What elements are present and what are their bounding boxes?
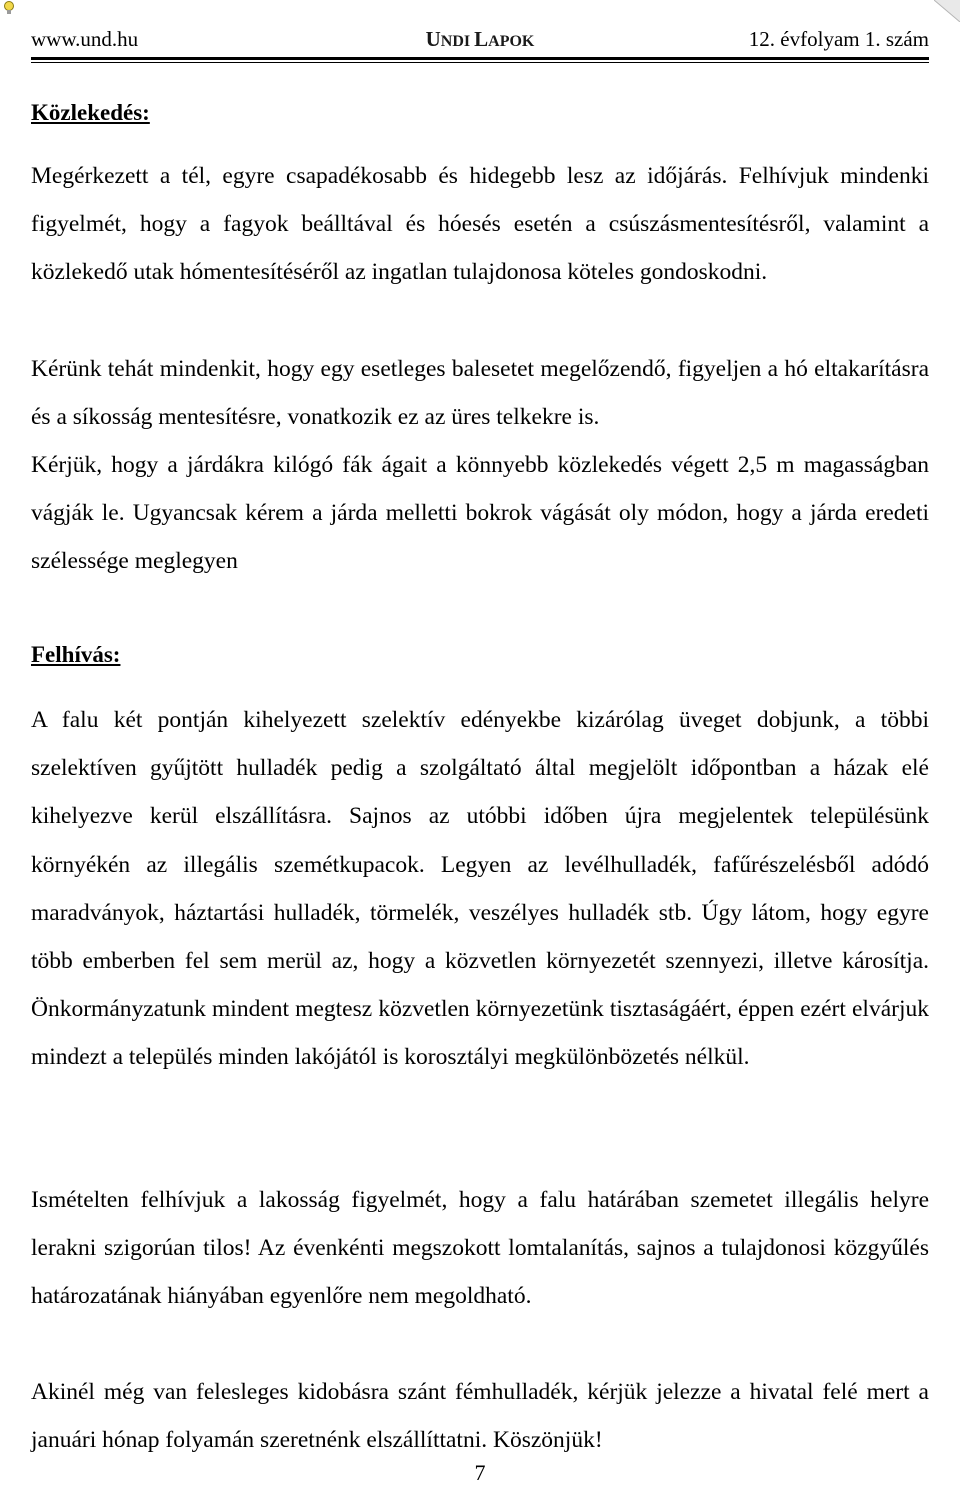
header-rule-thin xyxy=(31,62,929,63)
paragraph-felhivas-3: Akinél még van felesleges kidobásra szánt fémhulladék, kérjük jelezze a hivatal felé mert a januári hónap folyamán szeretnénk elszállíttatni. Köszönjük! xyxy=(31,1379,929,1454)
page-curl-icon xyxy=(934,0,960,22)
heading-kozlekedes: Közlekedés: xyxy=(31,100,150,125)
paragraph-felhivas-1: A falu két pontján kihelyezett szelektív edényekbe kizárólag üveget dobjunk, a többi szelektíven gyűjtött hulladék pedig a szolgáltató által megjelölt időpontban a házak elé kihelyezve kerül elszállításra. Sajnos az utóbbi időben újra megjelentek településünk környékén az illegális szemétkupacok. Legyen az levélhulladék, fafűrészelésből adódó maradványok, háztartási hulladék, törmelék, veszélyes hulladék stb. Úgy látom, hogy egyre több emberben fel sem merül az, hogy a közvetlen környezetét szennyezi, illetve károsítja. Önkormányzatunk mindent megtesz közvetlen környezetünk tisztaságáért, éppen ezért elvárjuk mindezt a település minden lakójától is korosztályi megkülönbözetés nélkül. xyxy=(31,707,929,1071)
page-header xyxy=(31,24,929,54)
header-title: UNDI LAPOK xyxy=(425,27,535,51)
header-site: www.und.hu xyxy=(31,27,139,51)
page-number: 7 xyxy=(474,1460,486,1485)
bulb-icon xyxy=(2,0,16,16)
header-issue: 12. évfolyam 1. szám xyxy=(748,27,929,51)
paragraph-felhivas-2: Ismételten felhívjuk a lakosság figyelmét, hogy a falu határában szemetet illegális helyre lerakni szigorúan tilos! Az évenkénti megszokott lomtalanítás, sajnos a tulajdonosi közgyűlés határozatának hiányában egyenlőre nem megoldható. xyxy=(31,1187,929,1310)
header-rule-thick xyxy=(31,57,929,60)
paragraph-kozlekedes-2: Kérünk tehát mindenkit, hogy egy esetleges balesetet megelőzendő, figyeljen a hó eltakarításra és a síkosság mentesítésre, vonatkozik ez az üres telkekre is. xyxy=(31,356,929,431)
paragraph-kozlekedes-3: Kérjük, hogy a járdákra kilógó fák ágait a könnyebb közlekedés végett 2,5 m magasságban vágják le. Ugyancsak kérem a járda melletti bokrok vágását oly módon, hogy a járda eredeti szélessége meglegyen xyxy=(31,452,929,575)
paragraph-kozlekedes-1: Megérkezett a tél, egyre csapadékosabb és hidegebb lesz az időjárás. Felhívjuk mindenki figyelmét, hogy a fagyok beálltával és hóesés esetén a csúszásmentesítésről, valamint a közlekedő utak hómentesítéséről az ingatlan tulajdonosa köteles gondoskodni. xyxy=(31,163,929,286)
heading-felhivas: Felhívás: xyxy=(31,642,121,667)
